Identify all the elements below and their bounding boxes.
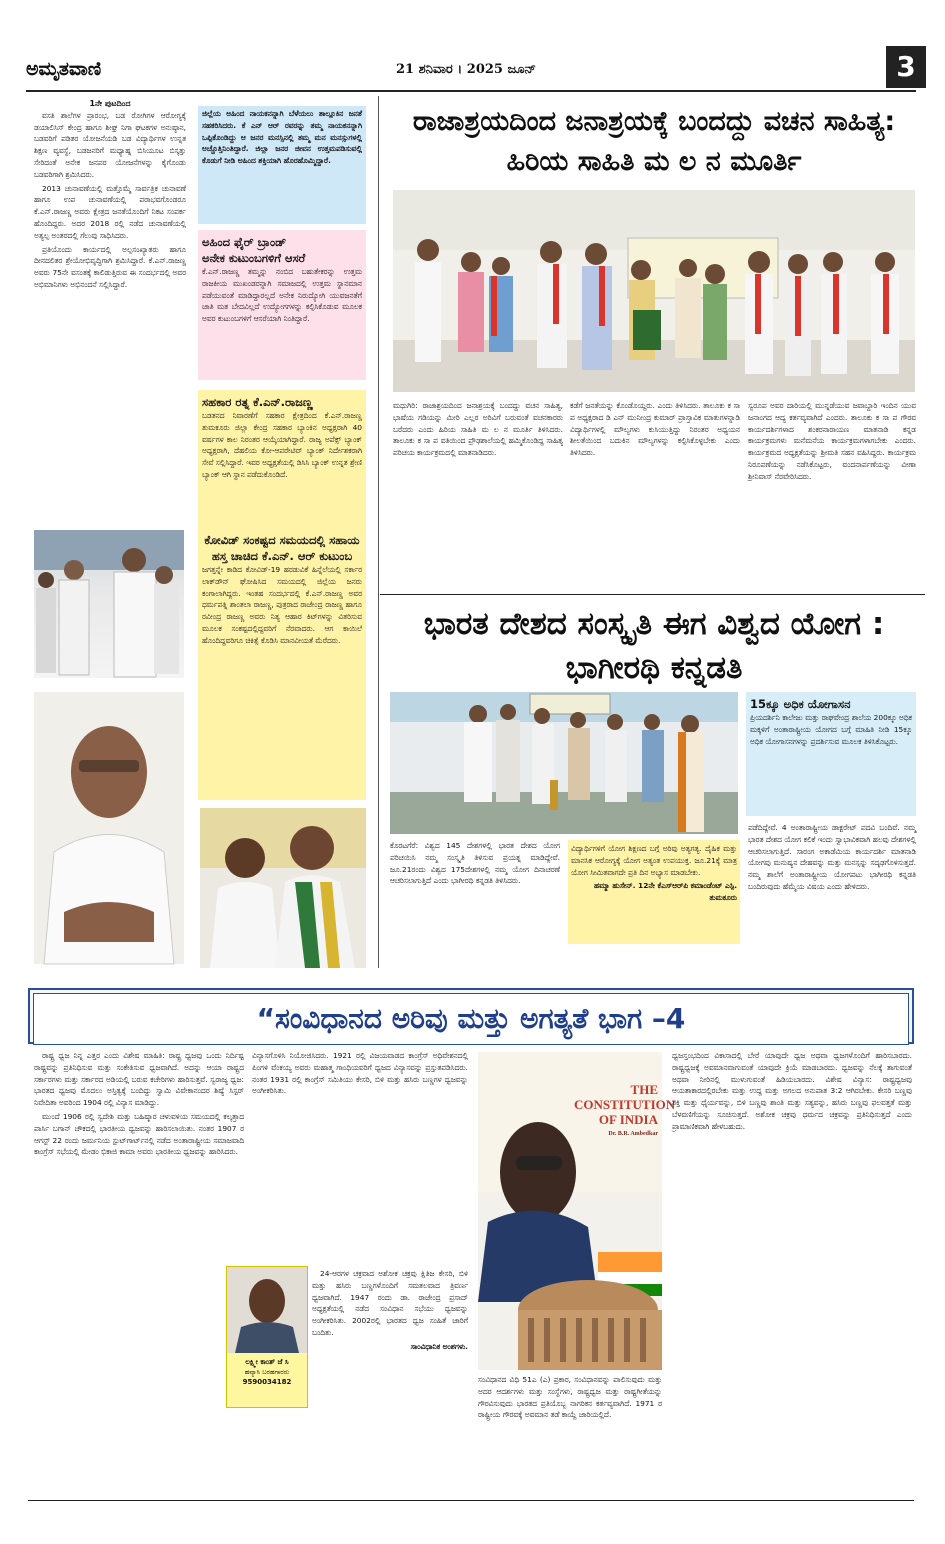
article1-column-3: ಸ್ವರೂಪ ಅವರ ದಾರಿಯಲ್ಲಿ ಮುನ್ನಡೆಯುವ ಜವಾಬ್ದಾರಿ ಇಂದಿನ ಯುವ ಜನಾಂಗದ ಆದ್ಯ ಕರ್ತವ್ಯವಾಗಿದೆ ಎಂದರು. ತಾಲೂಕು ಕ ಸಾ ಪ ಗೌರವ ಕಾರ್ಯದರ್ಶಿಗಳಾದ ಶಂಕರನಾರಾಯಣ ಮಾತನಾಡಿ ಕನ್ನಡ ಕಾರ್ಯಕ್ರಮಗಳು ಮನೆಮನೆಯ ಕಾರ್ಯಕ್ರಮಗಳಾಗಬೇಕು ಎಂದರು. ಕಾರ್ಯಕ್ರಮದ ಅಧ್ಯಕ್ಷತೆಯನ್ನು ಶ್ರೀಮತಿ ಸಹನ ವಹಿಸಿದ್ದರು. ಕಾರ್ಯಕ್ರಮ ನಿರೂಪಣೆಯನ್ನು ನಡೆಸಿಕೊಟ್ಟರು, ವಂದನಾರ್ಪಣೆಯನ್ನು ವೀಣಾ ಶ್ರೀನಿವಾಸ್ ನೆರವೇರಿಸಿದರು. xyxy=(748,401,916,481)
constitution-column-2b xyxy=(312,1268,468,1494)
author-phone: 9590034182 xyxy=(242,1378,292,1386)
constitution-column-2: ವಿನ್ಯಾಸಗೊಳಿಸಿ ನಿಯೋಜಿಸಿದರು. 1921 ರಲ್ಲಿ ವಿಜಯವಾಡದ ಕಾಂಗ್ರೆಸ್ ಅಧಿವೇಶನದಲ್ಲಿ ಪಿಂಗಳಿ ವೆಂಕಯ್ಯ ಅವರು ಮಹಾತ್ಮ ಗಾಂಧಿಯವರಿಗೆ ಧ್ವಜದ ವಿನ್ಯಾಸವನ್ನು ಪ್ರಸ್ತುತಪಡಿಸಿದರು. ನಂತರ 1931 ರಲ್ಲಿ ಕಾಂಗ್ರೆಸ್ ಸಮಿತಿಯು ಕೇಸರಿ, ಬಿಳಿ ಮತ್ತು ಹಸಿರು ಬಣ್ಣಗಳ ಧ್ವಜವನ್ನು ಅಂಗೀಕರಿಸಿತು. xyxy=(252,1051,468,1096)
article2-column-3: ಪಡೆದಿದ್ದೇವೆ. 4 ಅಂತಾರಾಷ್ಟ್ರೀಯ ಡಾಕ್ಟರೇಟ್ ಪದವಿ ಬಂದಿವೆ. ನಮ್ಮ ಭಾರತ ದೇಶದ ಯೋಗ ಕಲಿಕೆ ಇಂದು ಸ್ವಾಭಾವಿಕವಾಗಿ ಹಲವು ದೇಶಗಳಲ್ಲಿ ಆಚರಿಸಲಾಗುತ್ತಿದೆ. ಸಾರಂಗ ಅಕಾಡೆಮಿಯ ಕಾರ್ಯದರ್ಶಿ ಮಾತನಾಡಿ ಯೋಗವು ಮನುಷ್ಯನ ದೇಹವನ್ನು ಮತ್ತು ಮನಸ್ಸನ್ನು ಸದೃಢಗೊಳಿಸುತ್ತದೆ. ನಮ್ಮ ಶಾಲೆಗೆ ಅಂತಾರಾಷ್ಟ್ರೀಯ ಯೋಗಪಟು ಭಾಗೀರಥಿ ಕನ್ನಡತಿ ಬಂದಿರುವುದು ಹೆಮ್ಮೆಯ ವಿಷಯ ಎಂದು ಹೇಳಿದರು. xyxy=(748,823,916,891)
constitution-col2-para-c: ಸಾಂವಿಧಾನಿಕ ಅಂಶಗಳು. xyxy=(410,1341,468,1351)
article-separator xyxy=(380,594,925,595)
pink-box-heading-1: ಅಹಿಂದ ಫೈರ್ ಬ್ರಾಂಡ್ xyxy=(202,235,287,249)
yoga-quote-attribution: ಹಮ್ಮಾ ಹುಸೇನ್. 12ನೇ ಕೆಎಸ್‌ಆರ್‌ಪಿ ಕಮಾಂಡೆಂಟ್ ಎಸ್ಪಿ. ತುಮಕೂರು xyxy=(594,881,737,903)
constitution-col1-para-2: ಮುಂದೆ 1906 ರಲ್ಲಿ ಸ್ವದೇಶಿ ಮತ್ತು ಬಹಿಷ್ಕಾರ ಚಳುವಳಿಯ ಸಮಯದಲ್ಲಿ ಕಲ್ಕತ್ತಾದ ಪಾರ್ಸಿ ಬಗಾನ್ ಚೌಕದಲ್ಲಿ ಭಾರತೀಯ ಧ್ವಜವನ್ನು ಹಾರಿಸಲಾಯಿತು. ನಂತರ 1907 ರ ಆಗಸ್ಟ್ 22 ರಂದು ಜರ್ಮನಿಯ ಸ್ಟುಟ್‌ಗಾರ್ಟ್‌ನಲ್ಲಿ ನಡೆದ ಅಂತಾರಾಷ್ಟ್ರೀಯ ಸಮಾಜವಾದಿ ಕಾಂಗ್ರೆಸ್ ಸಭೆಯಲ್ಲಿ ಮೇಡಂ ಭಿಕಾಜಿ ಕಾಮಾ ಅವರು ಭಾರತೀಯ ಧ್ವಜವನ್ನು ಹಾರಿಸಿದರು. xyxy=(34,1111,244,1157)
left-col-para-2: 2013 ಚುನಾವಣೆಯಲ್ಲಿ ಮತ್ತೊಮ್ಮೆ ಸಾರ್ವತ್ರಿಕ ಚುನಾವಣೆ ಹಾಗೂ ಉಪ ಚುನಾವಣೆಯಲ್ಲಿ ಪರಾಭವಗೊಂಡರೂ ಕೆ.ಎನ್.ರಾಜಣ್ಣ ಅವರು ಕ್ಷೇತ್ರದ ಜನತೆಯೊಂದಿಗೆ ನಿಕಟ ಸಂಪರ್ಕ ಹೊಂದಿದ್ದರು. ಅದರ 2018 ರಲ್ಲಿ ನಡೆದ ಚುನಾವಣೆಯಲ್ಲಿ ಅತ್ಯಲ್ಪ ಅಂತರದಲ್ಲಿ ಗೆಲುವು ಸಾಧಿಸಿದರು. xyxy=(34,183,186,240)
sahitya-event-figures xyxy=(393,190,915,392)
yoga-quote-text: ವಿದ್ಯಾರ್ಥಿಗಳಿಗೆ ಯೋಗ ಶಿಕ್ಷಣದ ಬಗ್ಗೆ ಅರಿವು ಅತ್ಯಗತ್ಯ. ದೈಹಿಕ ಮತ್ತು ಮಾನಸಿಕ ಆರೋಗ್ಯಕ್ಕೆ ಯೋಗ ಅತ್ಯಂತ ಉಪಯುಕ್ತ. ಜೂ.21ಕ್ಕೆ ಮಾತ್ರ ಯೋಗ ಸೀಮಿತವಾಗದೇ ಪ್ರತಿ ದಿನ ಅಭ್ಯಾಸ ಮಾಡಬೇಕು. xyxy=(571,844,737,877)
constitution-column-4: ಧ್ವಜಸ್ತಂಭದಿಂದ ವಿಕಾಸಾದಲ್ಲಿ ಬೇರೆ ಯಾವುದೇ ಧ್ವಜ ಅಥವಾ ಧ್ವಜಗಳೊಂದಿಗೆ ಹಾರಿಸಬಾರದು. ರಾಷ್ಟ್ರಧ್ವಜಕ್ಕೆ ಅವಮಾನವಾಗುವಂತೆ ಯಾವುದೇ ಕ್ರಿಯೆ ಮಾಡಬಾರದು. ಧ್ವಜವನ್ನು ನೆಲಕ್ಕೆ ತಾಗುವಂತೆ ಅಥವಾ ನೀರಿನಲ್ಲಿ ಮುಳುಗುವಂತೆ ಹಿಡಿಯಬಾರದು. ವಿಶೇಷ ವಿನ್ಯಾಸ: ರಾಷ್ಟ್ರಧ್ವಜವು ಆಯತಾಕಾರದಲ್ಲಿರಬೇಕು ಮತ್ತು ಉದ್ದ ಮತ್ತು ಅಗಲದ ಅನುಪಾತ 3:2 ಆಗಿರಬೇಕು. ಕೇಸರಿ ಬಣ್ಣವು ಶಕ್ತಿ ಮತ್ತು ಧೈರ್ಯವನ್ನು, ಬಿಳಿ ಬಣ್ಣವು ಶಾಂತಿ ಮತ್ತು ಸತ್ಯವನ್ನು, ಹಸಿರು ಬಣ್ಣವು ಫಲವತ್ತತೆ ಮತ್ತು ಬೆಳವಣಿಗೆಯನ್ನು ಸೂಚಿಸುತ್ತದೆ. ಅಶೋಕ ಚಕ್ರವು ಧರ್ಮದ ಚಕ್ರವನ್ನು ಪ್ರತಿನಿಧಿಸುತ್ತದೆ ಎಂದು ಪ್ರಾಮಾಣಿಕವಾಗಿ ಹೇಳಬಹುದು. xyxy=(672,1051,912,1131)
article1-headline: ರಾಜಾಶ್ರಯದಿಂದ ಜನಾಶ್ರಯಕ್ಕೆ ಬಂದದ್ದು ವಚನ ಸಾಹಿತ್ಯ: ಹಿರಿಯ ಸಾಹಿತಿ ಮ ಲ ನ ಮೂರ್ತಿ xyxy=(412,106,896,177)
continued-kicker: 1ನೇ ಪುಟದಿಂದ xyxy=(89,99,131,108)
bottom-rule xyxy=(28,1500,914,1501)
left-col-para-1: ವಸತಿ ಶಾಲೆಗಳ ಪ್ರಾರಂಭ, ಬಡ ರೋಗಿಗಳ ಆರೋಗ್ಯಕ್ಕೆ ಡಯಾಲಿಸಿಸ್ ಕೇಂದ್ರ ಹಾಗೂ ಶೀಘ್ರ ನಿಗಾ ಘಟಕಗಳ ಅನುಷ್ಠಾನ, ಬಡವರಿಗೆ ಪಡಿತರ ಯೋಜನೆಯಡಿ ಬಡ ವಿದ್ಯಾರ್ಥಿಗಳ ಉನ್ನತ ಶಿಕ್ಷಣ ವ್ಯವಸ್ಥೆ, ಬಡಜನರಿಗೆ ಮಧ್ಯಾಹ್ನ ಬಿಸಿಯೂಟ ಬಿಸ್ಕತ್ತು ಸೇರಿದಂತೆ ಅನೇಕ ಜನಪರ ಯೋಜನೆಗಳನ್ನು ಕೈಗೊಂಡು ಬಡವರಿಗಾಗಿ ಶ್ರಮಿಸಿದರು. xyxy=(34,110,186,179)
left-col-para-3: ಪ್ರತಿಯೊಂದು ಕಾರ್ಯದಲ್ಲಿ ಅಲ್ಪಸಂಖ್ಯಾತರು ಹಾಗೂ ದೀನದಲಿತರ ಶ್ರೇಯೋಭಿವೃದ್ಧಿಗಾಗಿ ಶ್ರಮಿಸಿದ್ದಾರೆ. ಕೆ.ಎನ್.ರಾಜಣ್ಣ ಅವರು 75ನೇ ವಸಂತಕ್ಕೆ ಕಾಲಿಡುತ್ತಿರುವ ಈ ಸಂದರ್ಭದಲ್ಲಿ ಅವರ ಅಭಿಮಾನಿಗಳು ಅಭಿನಂದನೆ ಸಲ್ಲಿಸಿದ್ದಾರೆ. xyxy=(34,244,186,289)
blue-box-text: ಜಿಲ್ಲೆಯ ಅಹಿಂದ ನಾಯಕನನ್ನಾಗಿ ಬೆಳೆಯಲು ತಾಲ್ಲೂಕಿನ ಜನತೆ ಸಹಕರಿಸಿದರು. ಕೆ ಎನ್ ಆರ್ ರವರನ್ನು ತಮ್ಮ ನಾಯಕನನ್ನಾಗಿ ಒಪ್ಪಿಕೊಂಡಿದ್ದು ಆ ಜನರ ಮನಸ್ಸಿನಲ್ಲಿ ತಮ್ಮ ಮನ ಮನಸ್ಸುಗಳಲ್ಲಿ ಅಚ್ಚೊತ್ತಿನಿಂತಿದ್ದಾರೆ. ಜಿಲ್ಲಾ ಜನರ ಜೀವನ ಉತ್ತಮಪಡಿಸುವಲ್ಲಿ ಕೊಡುಗೆ ನೀಡಿ ಅಹಿಂದ ಶಕ್ತಿಯಾಗಿ ಹೊರಹೊಮ್ಮಿದ್ದಾರೆ. xyxy=(202,109,362,166)
book-title xyxy=(574,1082,676,1142)
yellow-box-text: ಬಡತನದ ನಿವಾರಣೆಗೆ ಸಹಕಾರ ಕ್ಷೇತ್ರದಿಂದ ಕೆ.ಎನ್.ರಾಜಣ್ಣ ತುಮಕೂರು ಜಿಲ್ಲಾ ಕೇಂದ್ರ ಸಹಕಾರ ಬ್ಯಾಂಕಿನ ಅಧ್ಯಕ್ಷರಾಗಿ 40 ವರ್ಷಗಳ ಕಾಲ ನಿರಂತರ ಆಯ್ಕೆಯಾಗಿದ್ದಾರೆ. ರಾಜ್ಯ ಅಪೆಕ್ಸ್ ಬ್ಯಾಂಕ್ ಅಧ್ಯಕ್ಷರಾಗಿ, ದೆಹಲಿಯ ಕೋ-ಆಪರೇಟಿವ್ ಬ್ಯಾಂಕ್ ನಿರ್ದೇಶಕರಾಗಿ ಸೇವೆ ಸಲ್ಲಿಸಿದ್ದಾರೆ. ಇವರ ಅಧ್ಯಕ್ಷತೆಯಲ್ಲಿ ಡಿಸಿಸಿ ಬ್ಯಾಂಕ್ ಉನ್ನತ ಶ್ರೇಣಿ ಬ್ಯಾಂಕ್ ಆಗಿ ಸ್ಥಾನ ಪಡೆದುಕೊಂಡಿದೆ. xyxy=(202,411,362,479)
book-title-line-1: THE xyxy=(630,1082,658,1097)
column-separator xyxy=(378,96,379,968)
pink-highlight-box xyxy=(198,230,366,380)
masthead-rule xyxy=(26,90,916,92)
rally-photo-figures xyxy=(34,530,184,678)
pink-box-heading-2: ಅನೇಕ ಕುಟುಂಬಗಳಿಗೆ ಆಸರೆ xyxy=(202,251,306,265)
yellow-box-text-2: ಜಗತ್ತನ್ನೇ ಕಾಡಿದ ಕೋವಿಡ್-19 ಹರಡುವಿಕೆ ಹಿನ್ನೆಲೆಯಲ್ಲಿ ಸರ್ಕಾರ ಲಾಕ್‌ಡೌನ್ ಘೋಷಿಸಿದ ಸಮಯದಲ್ಲಿ ಜಿಲ್ಲೆಯ ಜನರು ಕಂಗಾಲಾಗಿದ್ದರು. ಇಂತಹ ಸಂದರ್ಭದಲ್ಲಿ ಕೆ.ಎನ್.ರಾಜಣ್ಣ ಅವರ ಧರ್ಮಪತ್ನಿ ಶಾಂತಲಾ ರಾಜಣ್ಣ, ಪುತ್ರರಾದ ರಾಜೇಂದ್ರ ರಾಜಣ್ಣ ಹಾಗೂ ರವೀಂದ್ರ ರಾಜಣ್ಣ ಅವರು ನಿತ್ಯ ಆಹಾರ ಕಿಟ್‌ಗಳನ್ನು ವಿತರಿಸುವ ಮೂಲಕ ಸಂಕಷ್ಟದಲ್ಲಿದ್ದವರಿಗೆ ನೆರವಾದರು. ಆಗ ಕಾಯಿಲೆ ಹೊಂದಿದ್ದವರಿಗೂ ಚಿಕಿತ್ಸೆ ಕೊಡಿಸಿ ಮಾನವೀಯತೆ ಮೆರೆದರು. xyxy=(202,565,362,645)
yellow-box-heading-2: ಕೋವಿಡ್ ಸಂಕಷ್ಟದ ಸಮಯದಲ್ಲಿ ಸಹಾಯ ಹಸ್ತ ಚಾಚಿದ ಕೆ.ಎನ್. ಆರ್ ಕುಟುಂಬ xyxy=(204,533,360,563)
article1-column-2: ಕಡೆಗೆ ಜನತೆಯನ್ನು ಕೊಂಡೊಯ್ದರು. ಎಂದು ತಿಳಿಸಿದರು. ತಾಲೂಕು ಕ ಸಾ ಪ ಅಧ್ಯಕ್ಷರಾದ ಡಿ ಎನ್ ಮುನೀಂದ್ರ ಕುಮಾರ್ ಪ್ರಾಸ್ತಾವಿಕ ಮಾತುಗಳನ್ನಾಡಿ ವಿದ್ಯಾರ್ಥಿಗಳಲ್ಲಿ ಮೌಲ್ಯಗಳು ಕುಸಿಯುತ್ತಿದ್ದು ನಿರಂತರ ಅಧ್ಯಯನ ಶೀಲತೆಯಿಂದ ಬದುಕಿನ ಮೌಲ್ಯಗಳನ್ನು ಕಲ್ಪಿಸಿಕೊಳ್ಳಬೇಕು ಎಂದು ತಿಳಿಸಿದರು. xyxy=(570,401,740,458)
author-box xyxy=(226,1266,308,1408)
constitution-column-3: ಸಂವಿಧಾನದ ವಿಧಿ 51ಎ (ಎ) ಪ್ರಕಾರ, ಸಂವಿಧಾನವನ್ನು ಪಾಲಿಸುವುದು ಮತ್ತು ಅದರ ಆದರ್ಶಗಳು ಮತ್ತು ಸಂಸ್ಥೆಗಳು, ರಾಷ್ಟ್ರಧ್ವಜ ಮತ್ತು ರಾಷ್ಟ್ರಗೀತೆಯನ್ನು ಗೌರವಿಸುವುದು ಭಾರತದ ಪ್ರತಿಯೊಬ್ಬ ನಾಗರಿಕನ ಕರ್ತವ್ಯವಾಗಿದೆ. 1971 ರ ರಾಷ್ಟ್ರೀಯ ಗೌರವಕ್ಕೆ ಅವಮಾನ ತಡೆ ಕಾಯ್ದೆ ಜಾರಿಯಲ್ಲಿದೆ. xyxy=(478,1375,662,1420)
author-name: ಲಕ್ಷ್ಮೀ ಕಾಂತ್ ಜೆ ಸಿ xyxy=(245,1358,289,1366)
book-author: Dr. B.R. Ambedkar xyxy=(608,1131,658,1137)
yoga-side-heading: 15ಕ್ಕೂ ಅಧಿಕ ಯೋಗಾಸನ xyxy=(750,697,851,711)
author-role: ಹವ್ಯಾಸಿ ಬರಹಗಾರರು xyxy=(244,1368,290,1376)
left-column-article xyxy=(34,98,186,488)
newspaper-brand: ಅಮೃತವಾಣಿ xyxy=(26,58,102,80)
book-title-line-3: OF INDIA xyxy=(598,1112,658,1127)
constitution-book-image xyxy=(478,1052,676,1370)
yoga-event-photo xyxy=(390,692,738,834)
felicitation-photo xyxy=(200,808,366,968)
constitution-col2-para-b: 24-ಆರಗಳ ಚಕ್ರವಾದ ಅಶೋಕ ಚಕ್ರವು ಕ್ಷಿತಿಜ ಕೇಸರಿ, ಬಿಳಿ ಮತ್ತು ಹಸಿರು ಬಣ್ಣಗಳೊಂದಿಗೆ ಸಮತಲವಾದ ತ್ರಿವರ್ಣ ಧ್ವಜವಾಗಿದೆ. 1947 ರಂದು ಡಾ. ರಾಜೇಂದ್ರ ಪ್ರಸಾದ್ ಅಧ್ಯಕ್ಷತೆಯಲ್ಲಿ ನಡೆದ ಸಂವಿಧಾನ ಸಭೆಯು ಧ್ವಜವನ್ನು ಅಂಗೀಕರಿಸಿತು. 2002ರಲ್ಲಿ ಭಾರತದ ಧ್ವಜ ಸಂಹಿತೆ ಜಾರಿಗೆ ಬಂದಿತು. xyxy=(312,1269,468,1337)
yoga-side-box xyxy=(746,692,916,816)
constitution-col1-para-1: ರಾಷ್ಟ್ರ ಧ್ವಜ ನಿನ್ನ ಎತ್ತರ ಎಂದು ವಿಶೇಷ ಮಾಹಿತಿ: ರಾಷ್ಟ್ರ ಧ್ವಜವು ಒಂದು ನಿರ್ದಿಷ್ಟ ರಾಷ್ಟ್ರವನ್ನು ಪ್ರತಿನಿಧಿಸುವ ಮತ್ತು ಸಂಕೇತಿಸುವ ಧ್ವಜವಾಗಿದೆ. ಅದನ್ನು ಆಯಾ ರಾಷ್ಟ್ರದ ಸರ್ಕಾರಗಳು ಮತ್ತು ಸರ್ಕಾರದ ಅಡಿಯಲ್ಲಿ ಬರುವ ಕಚೇರಿಗಳು ಹಾರಿಸುತ್ತವೆ. ಸ್ವರಾಜ್ಯ ಧ್ವಜ: ಭಾರತದ ಧ್ವಜವು ಮೊದಲು ಅಸ್ತಿತ್ವಕ್ಕೆ ಬಂದಿದ್ದು ಸ್ವಾಮಿ ವಿವೇಕಾನಂದರ ಶಿಷ್ಯೆ ಸಿಸ್ಟರ್ ನಿವೇದಿತಾ ಅವರಿಂದ 1904 ರಲ್ಲಿ ವಿನ್ಯಾಸ ಮಾಡಿದ್ದು. xyxy=(34,1051,244,1108)
sahitya-event-photo xyxy=(393,190,915,392)
rally-photo xyxy=(34,530,184,678)
constitution-column-1 xyxy=(34,1050,244,1490)
blue-highlight-box xyxy=(198,106,366,224)
yoga-quote-box xyxy=(568,840,740,944)
constitution-banner-title: “ಸಂವಿಧಾನದ ಅರಿವು ಮತ್ತು ಅಗತ್ಯತೆ ಭಾಗ –4 xyxy=(33,993,909,1045)
yoga-event-figures xyxy=(390,692,738,834)
yellow-box-heading: ಸಹಕಾರ ರತ್ನ ಕೆ.ಎನ್.ರಾಜಣ್ಣ xyxy=(202,395,313,409)
book-title-line-2: CONSTITUTION xyxy=(574,1097,676,1112)
issue-date: 21 ಶನಿವಾರ । 2025 ಜೂನ್ xyxy=(396,62,536,77)
constitution-banner xyxy=(28,988,914,1044)
author-photo xyxy=(227,1267,307,1353)
yellow-highlight-box xyxy=(198,390,366,800)
article2-column-1: ಕೊರಟಗೆರೆ: ವಿಶ್ವದ 145 ದೇಶಗಳಲ್ಲಿ ಭಾರತ ದೇಶದ ಯೋಗ ಪರಿಚಯಿಸಿ ನಮ್ಮ ಸಂಸ್ಕೃತಿ ತಿಳಿಸುವ ಪ್ರಯತ್ನ ಮಾಡಿದ್ದೇವೆ. ಜೂ.21ರಂದು ವಿಶ್ವದ 175ದೇಶಗಳಲ್ಲಿ ನಮ್ಮ ಯೋಗ ದಿನಾಚರಣೆ ಆಚರಿಸಲಾಗುತ್ತಿದೆ ಎಂದು ಭಾಗೀರಥಿ ಕನ್ನಡತಿ ತಿಳಿಸಿದರು. xyxy=(390,841,560,886)
pink-box-text: ಕೆ.ಎನ್.ರಾಜಣ್ಣ ತಮ್ಮನ್ನು ನಂಬಿದ ಬಹುತೇಕರನ್ನು ಉತ್ತಮ ರಾಜಕೀಯ ಮುಖಂಡರನ್ನಾಗಿ ಸಮಾಜದಲ್ಲಿ ಉತ್ತಮ ಸ್ಥಾನಮಾನ ಪಡೆಯುವಂತೆ ಮಾಡಿದ್ದಾರಲ್ಲದೆ ಅನೇಕ ನಿರುದ್ಯೋಗಿ ಯುವಜನತೆಗೆ ಜಾತಿ ಮತ ಬೇದವಿಲ್ಲದೆ ಉದ್ಯೋಗಗಳನ್ನು ಕಲ್ಪಿಸಿಕೊಡುವ ಮೂಲಕ ಅವರ ಕುಟುಂಬಗಳಿಗೆ ಆಸರೆಯಾಗಿ ನಿಂತಿದ್ದಾರೆ. xyxy=(202,267,362,324)
portrait-figure xyxy=(34,692,184,964)
felicitation-figures xyxy=(200,808,366,968)
article1-column-1: ಮಧುಗಿರಿ: ರಾಜಾಶ್ರಯದಿಂದ ಜನಾಶ್ರಯಕ್ಕೆ ಬಂದದ್ದು ವಚನ ಸಾಹಿತ್ಯ, ಭಾಷೆಯ ಗಡಿಯನ್ನು ಮೀರಿ ಎಲ್ಲರ ಅರಿವಿಗೆ ಬರುವಂತೆ ವಚನಕಾರರು ಬರೆದರು ಎಂದು ಹಿರಿಯ ಸಾಹಿತಿ ಮ ಲ ನ ಮೂರ್ತಿ ತಿಳಿಸಿದರು. ತಾಲೂಕು ಕ ಸಾ ಪ ವತಿಯಿಂದ ಪ್ರೌಢಶಾಲೆಯಲ್ಲಿ ಹಮ್ಮಿಕೊಂಡಿದ್ದ ಸಾಹಿತ್ಯ ಪರಿಚಯ ಕಾರ್ಯಕ್ರಮದಲ್ಲಿ ಮಾತನಾಡಿದರು. xyxy=(393,401,563,458)
portrait-photo xyxy=(34,692,184,964)
yoga-side-text: ಪ್ರಿಯದರ್ಶಿನಿ ಕಾಲೇಜು ಮತ್ತು ರಾಘವೇಂದ್ರ ಶಾಲೆಯ 200ಕ್ಕೂ ಅಧಿಕ ಮಕ್ಕಳಿಗೆ ಅಂತಾರಾಷ್ಟ್ರೀಯ ಯೋಗದ ಬಗ್ಗೆ ಮಾಹಿತಿ ನೀಡಿ 15ಕ್ಕೂ ಅಧಿಕ ಯೋಗಾಸನಗಳನ್ನು ಪ್ರದರ್ಶಿಸುವ ಮೂಲಕ ತಿಳಿಸಿಕೊಟ್ಟರು. xyxy=(750,713,912,746)
article2-headline: ಭಾರತ ದೇಶದ ಸಂಸ್ಕೃತಿ ಈಗ ವಿಶ್ವದ ಯೋಗ : ಭಾಗೀರಥಿ ಕನ್ನಡತಿ xyxy=(423,606,885,686)
page-number: 3 xyxy=(886,46,926,88)
